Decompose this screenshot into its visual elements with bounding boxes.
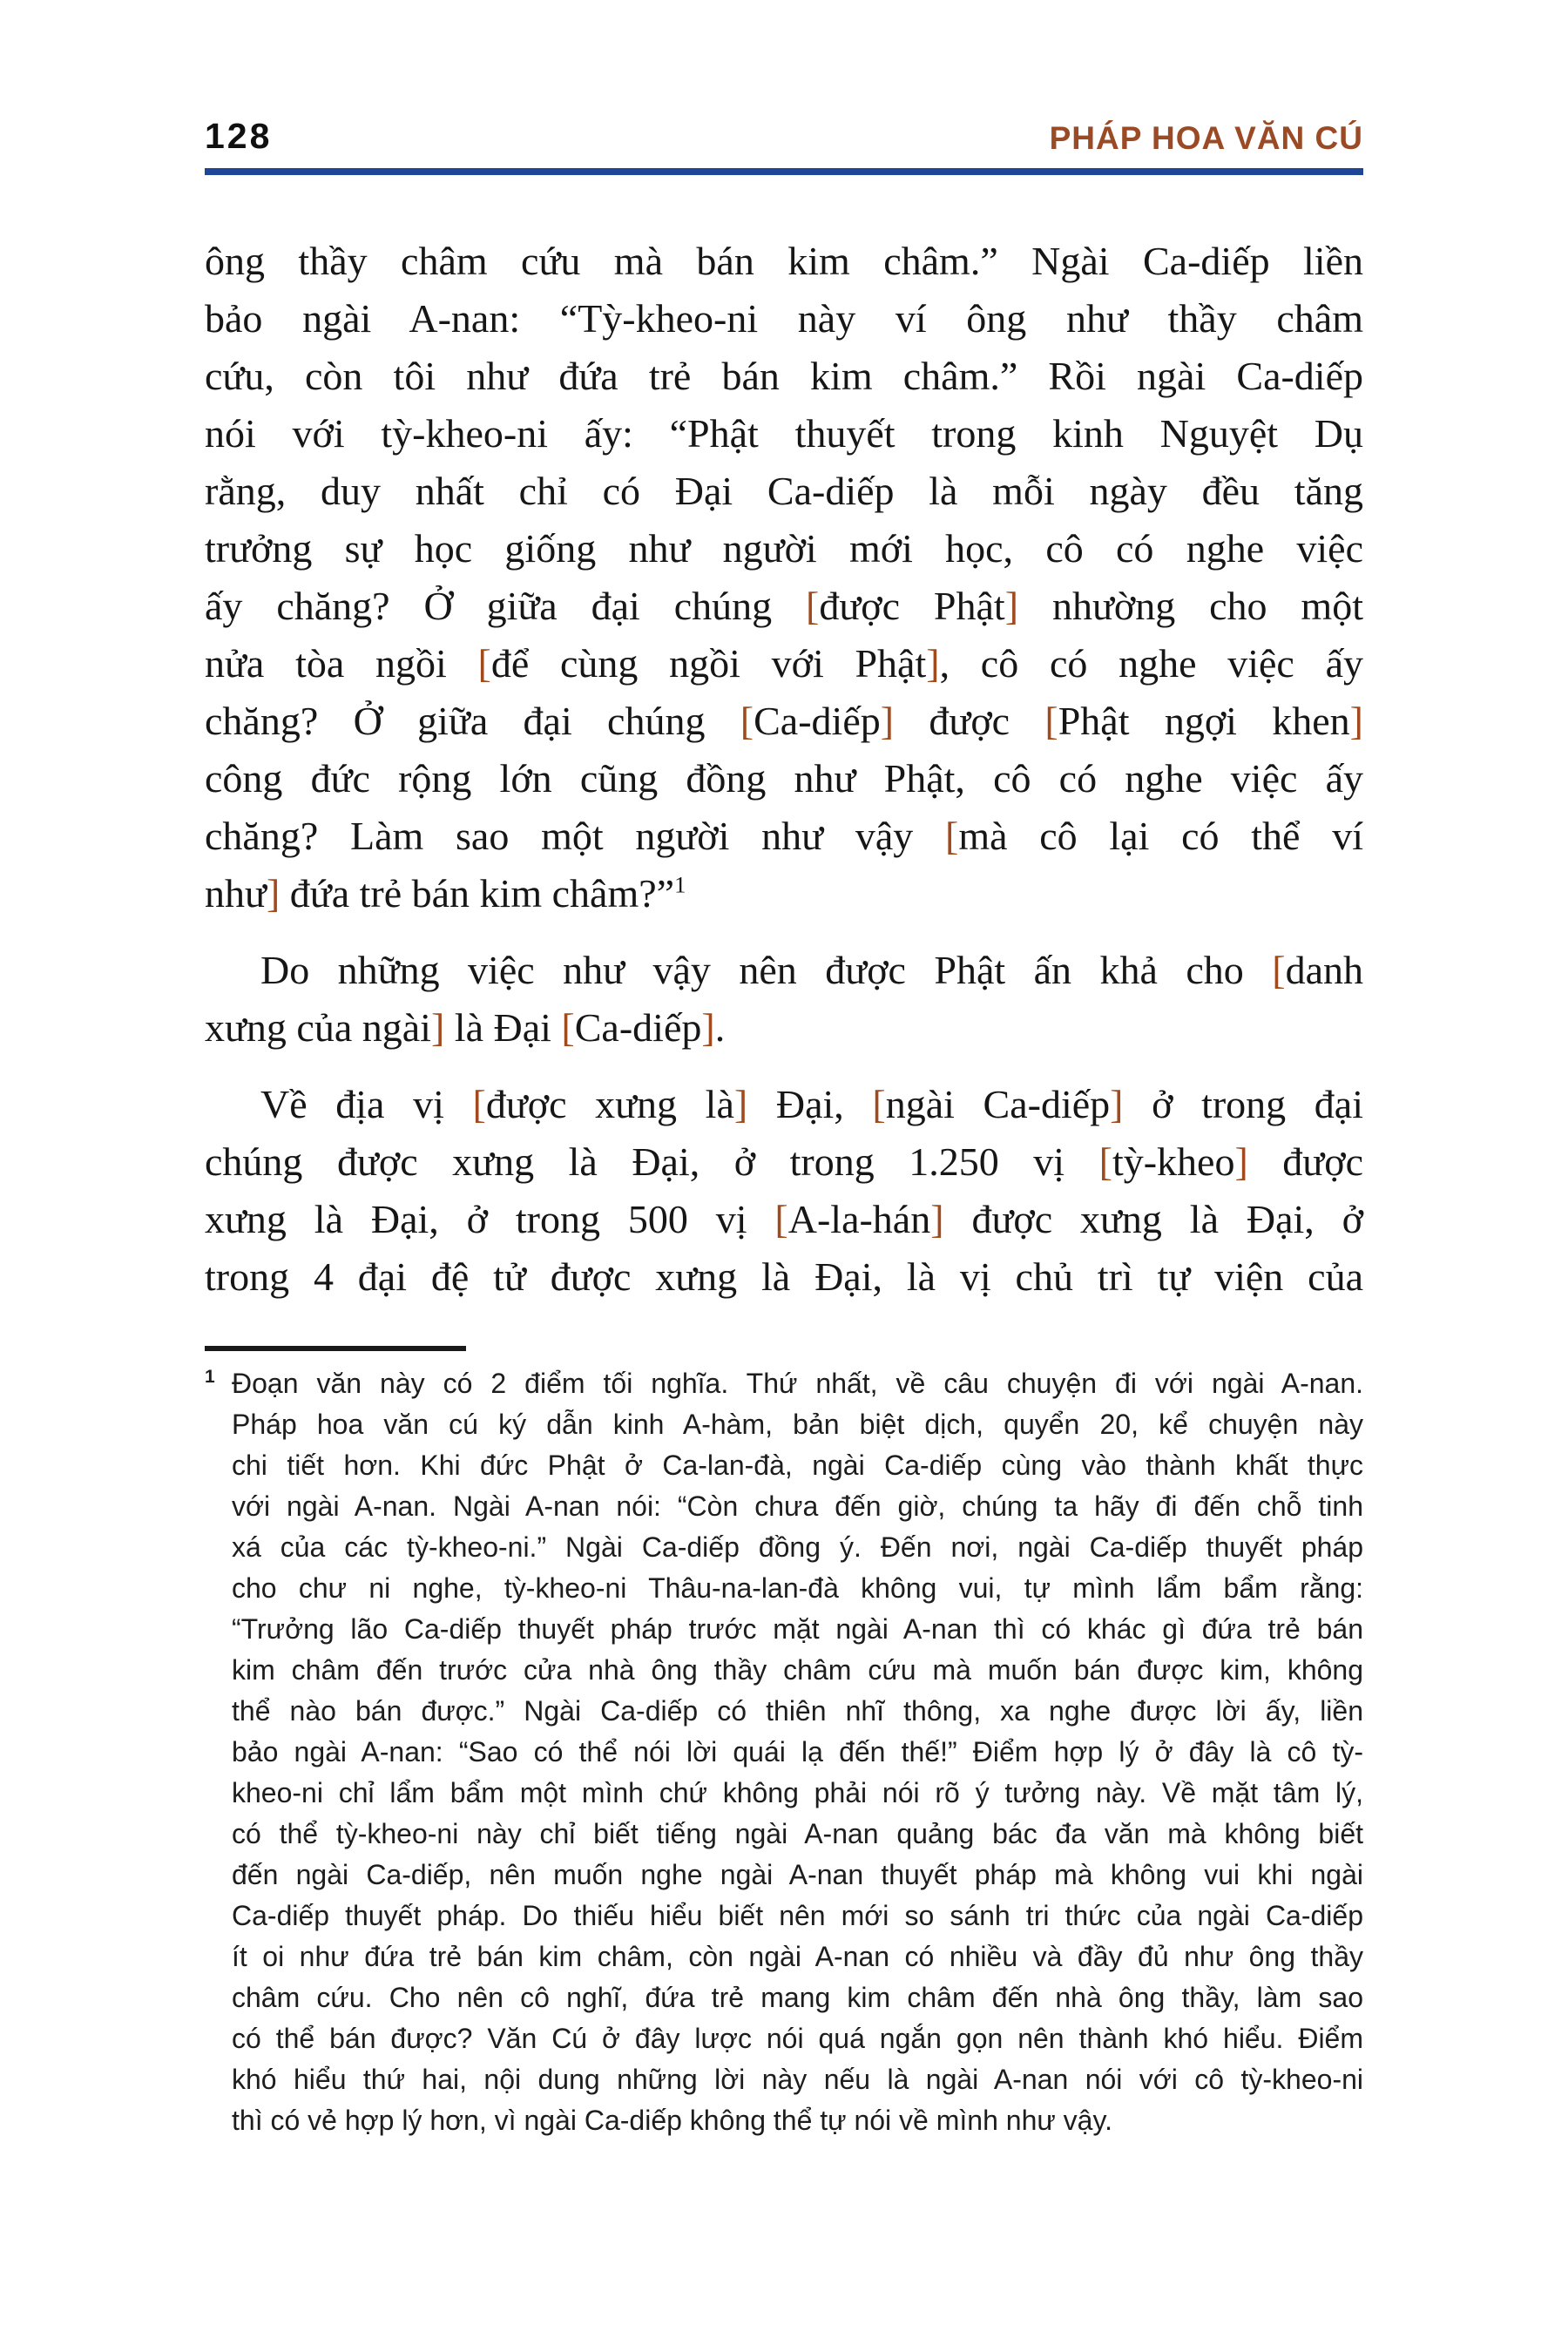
footnote-line: bảo ngài A-nan: “Sao có thể nói lời quái lạ đến thế!” Điểm hợp lý ở đây là cô tỳ- <box>232 1736 1363 1767</box>
footnote <box>205 1363 1363 2141</box>
bracket-glyph: [ <box>944 814 959 858</box>
header-rule <box>205 168 1363 175</box>
footnote-line: châm cứu. Cho nên cô nghĩ, đứa trẻ mang kim châm đến nhà ông thầy, làm sao <box>232 1982 1363 2013</box>
bracket-glyph: ] <box>1004 584 1019 628</box>
footnote-line: có thể tỳ-kheo-ni này chỉ biết tiếng ngài A-nan quảng bác đa văn mà không biết <box>232 1818 1363 1849</box>
bracket-glyph: ] <box>701 1005 715 1050</box>
footnote-line: thể nào bán được.” Ngài Ca-diếp có thiên nhĩ thông, xa nghe được lời ấy, liền <box>232 1695 1363 1727</box>
footnote-line: xá của các tỳ-kheo-ni.” Ngài Ca-diếp đồng ý. Đến nơi, ngài Ca-diếp thuyết pháp <box>232 1531 1363 1563</box>
paragraph <box>205 1076 1363 1306</box>
bracket-glyph: ] <box>930 1197 944 1241</box>
bracket-glyph: [ <box>561 1005 575 1050</box>
footnote-line: chi tiết hơn. Khi đức Phật ở Ca-lan-đà, ngài Ca-diếp cùng vào thành khất thực <box>232 1450 1363 1481</box>
text-line: xưng của ngài] là Đại [Ca-diếp]. <box>205 1005 726 1050</box>
bracket-glyph: [ <box>1098 1139 1112 1184</box>
text-line: trong 4 đại đệ tử được xưng là Đại, là vị chủ trì tự viện của <box>205 1254 1363 1299</box>
text-line: ông thầy châm cứu mà bán kim châm.” Ngài Ca-diếp liền <box>205 239 1363 283</box>
text-line: chăng? Ở giữa đại chúng [Ca-diếp] được [Phật ngợi khen] <box>205 699 1363 743</box>
text-line: rằng, duy nhất chỉ có Đại Ca-diếp là mỗi ngày đều tăng <box>205 469 1363 513</box>
text-line: xưng là Đại, ở trong 500 vị [A-la-hán] được xưng là Đại, ở <box>205 1197 1364 1241</box>
footnote-line: Pháp hoa văn cú ký dẫn kinh A-hàm, bản biệt dịch, quyển 20, kể chuyện này <box>232 1409 1363 1440</box>
text-line: ấy chăng? Ở giữa đại chúng [được Phật] nhường cho một <box>205 584 1363 628</box>
text-line: chăng? Làm sao một người như vậy [mà cô lại có thể ví <box>205 814 1363 858</box>
footnote-line: khó hiểu thứ hai, nội dung những lời này nếu là ngài A-nan nói với cô tỳ-kheo-ni <box>232 2064 1363 2095</box>
bracket-glyph: ] <box>1349 699 1363 743</box>
footnote-line: có thể bán được? Văn Cú ở đây lược nói quá ngắn gọn nên thành khó hiểu. Điểm <box>232 2023 1363 2054</box>
bracket-glyph: [ <box>774 1197 788 1241</box>
bracket-glyph: ] <box>1234 1139 1248 1184</box>
footnote-line: kheo-ni chỉ lẩm bẩm một mình chứ không phải nói rõ ý tưởng này. Về mặt tâm lý, <box>232 1777 1363 1808</box>
text-line: trưởng sự học giống như người mới học, cô có nghe việc <box>205 526 1363 571</box>
bracket-glyph: ] <box>430 1005 445 1050</box>
footnote-reference: 1 <box>674 871 686 898</box>
footnote-line: cho chư ni nghe, tỳ-kheo-ni Thâu-na-lan-đà không vui, tự mình lẩm bẩm rằng: <box>232 1572 1363 1604</box>
paragraph <box>205 233 1363 923</box>
footnote-line: với ngài A-nan. Ngài A-nan nói: “Còn chưa đến giờ, chúng ta hãy đi đến chỗ tinh <box>232 1490 1363 1522</box>
bracket-glyph: [ <box>806 584 820 628</box>
bracket-glyph: [ <box>477 641 491 686</box>
footnote-line: kim châm đến trước cửa nhà ông thầy châm cứu mà muốn bán được kim, không <box>232 1654 1363 1686</box>
text-line: công đức rộng lớn cũng đồng như Phật, cô có nghe việc ấy <box>205 756 1363 801</box>
bracket-glyph: [ <box>1272 948 1286 992</box>
text-line: nửa tòa ngồi [để cùng ngồi với Phật], cô có nghe việc ấy <box>205 641 1363 686</box>
footnote-line: thì có vẻ hợp lý hơn, vì ngài Ca-diếp không thể tự nói về mình như vậy. <box>232 2105 1112 2136</box>
bracket-glyph: ] <box>733 1082 748 1126</box>
paragraph <box>205 942 1363 1057</box>
text-line: chúng được xưng là Đại, ở trong 1.250 vị [tỳ-kheo] được <box>205 1139 1363 1184</box>
bracket-glyph: ] <box>880 699 895 743</box>
bracket-glyph: [ <box>740 699 754 743</box>
text-line: Do những việc như vậy nên được Phật ấn khả cho [danh <box>260 948 1363 992</box>
body-text <box>205 233 1363 1306</box>
text-line: Về địa vị [được xưng là] Đại, [ngài Ca-diếp] ở trong đại <box>260 1082 1364 1126</box>
footnote-line: Ca-diếp thuyết pháp. Do thiếu hiểu biết nên mới so sánh tri thức của ngài Ca-diếp <box>232 1900 1363 1931</box>
footnote-line: Đoạn văn này có 2 điểm tối nghĩa. Thứ nhất, về câu chuyện đi với ngài A-nan. <box>232 1368 1363 1399</box>
text-line: bảo ngài A-nan: “Tỳ-kheo-ni này ví ông như thầy châm <box>205 296 1363 341</box>
footnote-separator <box>205 1346 466 1351</box>
running-head-title: PHÁP HOA VĂN CÚ <box>1049 120 1363 156</box>
footnote-line: “Trưởng lão Ca-diếp thuyết pháp trước mặt ngài A-nan thì có khác gì đứa trẻ bán <box>232 1613 1363 1645</box>
page-number: 128 <box>205 116 273 156</box>
text-line: cứu, còn tôi như đứa trẻ bán kim châm.” Rồi ngài Ca-diếp <box>205 354 1363 398</box>
footnote-line: ít oi như đứa trẻ bán kim châm, còn ngài A-nan có nhiều và đầy đủ như ông thầy <box>232 1941 1363 1972</box>
bracket-glyph: ] <box>266 871 280 916</box>
bracket-glyph: ] <box>1110 1082 1124 1126</box>
text-line: nói với tỳ-kheo-ni ấy: “Phật thuyết trong kinh Nguyệt Dụ <box>205 411 1363 456</box>
footnote-line: đến ngài Ca-diếp, nên muốn nghe ngài A-nan thuyết pháp mà không vui khi ngài <box>232 1859 1363 1890</box>
bracket-glyph: ] <box>926 641 940 686</box>
text-line: như] đứa trẻ bán kim châm?”$^1$ <box>205 871 686 916</box>
footnote-marker: 1 <box>205 1367 215 1387</box>
bracket-glyph: [ <box>1044 699 1058 743</box>
bracket-glyph: [ <box>472 1082 486 1126</box>
page-header <box>205 118 1363 154</box>
bracket-glyph: [ <box>872 1082 886 1126</box>
